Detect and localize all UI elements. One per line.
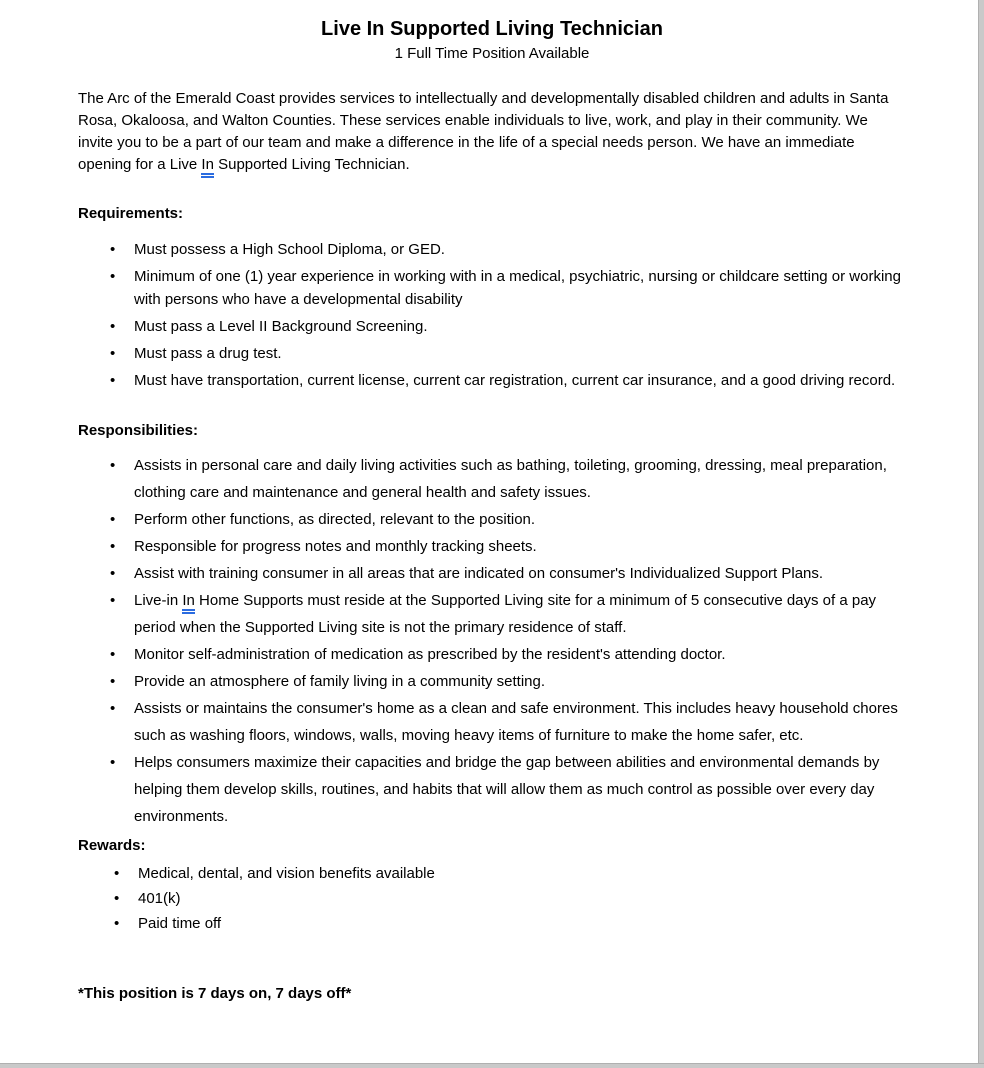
intro-paragraph [78,88,906,176]
bullet-item: • Assists or maintains the consumer's home as a clean and safe environment. This includes heavy household chores such as washing floors, windows, walls, moving heavy items of furniture to make the home safer, etc. [108,695,906,749]
bullet-item: • Assists in personal care and daily living activities such as bathing, toileting, grooming, dressing, meal preparation, clothing care and maintenance and general health and safety issues. [108,452,906,506]
bullet-item: • Medical, dental, and vision benefits available [112,861,906,886]
requirements-list [78,238,906,392]
bullet-item: • Minimum of one (1) year experience in working with in a medical, psychiatric, nursing or childcare setting or working with persons who have a developmental disability [108,265,906,311]
bullet-item: • Must pass a drug test. [108,342,906,365]
footer-note: *This position is 7 days on, 7 days off* [78,985,352,1002]
bullet-item: • Helps consumers maximize their capacities and bridge the gap between abilities and environmental demands by helping them develop skills, routines, and habits that will allow them as much control as possible over every day environments. [108,749,906,830]
section-heading-rewards: Rewards: [78,837,146,854]
page-edge-bottom [0,1063,984,1068]
bullet-item: • Must have transportation, current license, current car registration, current car insurance, and a good driving record. [108,369,906,392]
document-title: Live In Supported Living Technician [321,18,663,40]
document-subtitle: 1 Full Time Position Available [394,45,590,62]
responsibilities-list [78,452,906,830]
section-heading-responsibilities: Responsibilities: [78,422,199,439]
page-edge-right [978,0,984,1068]
section-responsibilities [78,420,906,830]
intro-text-before: The Arc of the Emerald Coast provides services to intellectually and developmentally disabled children and adults in Santa Rosa, Okaloosa, and Walton Counties. These services enable individuals to live, work, and play in their community. We invite you to be a part of our team and make a difference in the life of a special needs person. We have an immediate opening for a Live [78,90,889,173]
bullet-item: • Must possess a High School Diploma, or GED. [108,238,906,261]
intro-text-after: Supported Living Technician. [213,156,410,173]
grammar-flagged-word: In [201,156,214,178]
bullet-item: • Monitor self-administration of medication as prescribed by the resident's attending doctor. [108,641,906,668]
section-rewards [78,835,906,936]
grammar-flagged-word: In [182,592,195,614]
bullet-item: • Paid time off [112,911,906,936]
section-heading-requirements: Requirements: [78,205,184,222]
bullet-item: • Assist with training consumer in all areas that are indicated on consumer's Individualized Support Plans. [108,560,906,587]
bullet-item: • 401(k) [112,886,906,911]
bullet-text-before: Live-in [134,592,183,609]
bullet-item: • Must pass a Level II Background Screening. [108,315,906,338]
bullet-item [108,587,906,641]
bullet-item: • Responsible for progress notes and monthly tracking sheets. [108,533,906,560]
rewards-list [78,861,906,936]
section-requirements [78,203,906,392]
bullet-text-after: Home Supports must reside at the Supported Living site for a minimum of 5 consecutive days of a pay period when the Supported Living site is not the primary residence of staff. [134,592,877,636]
bullet-item: • Perform other functions, as directed, relevant to the position. [108,506,906,533]
bullet-item: • Provide an atmosphere of family living in a community setting. [108,668,906,695]
